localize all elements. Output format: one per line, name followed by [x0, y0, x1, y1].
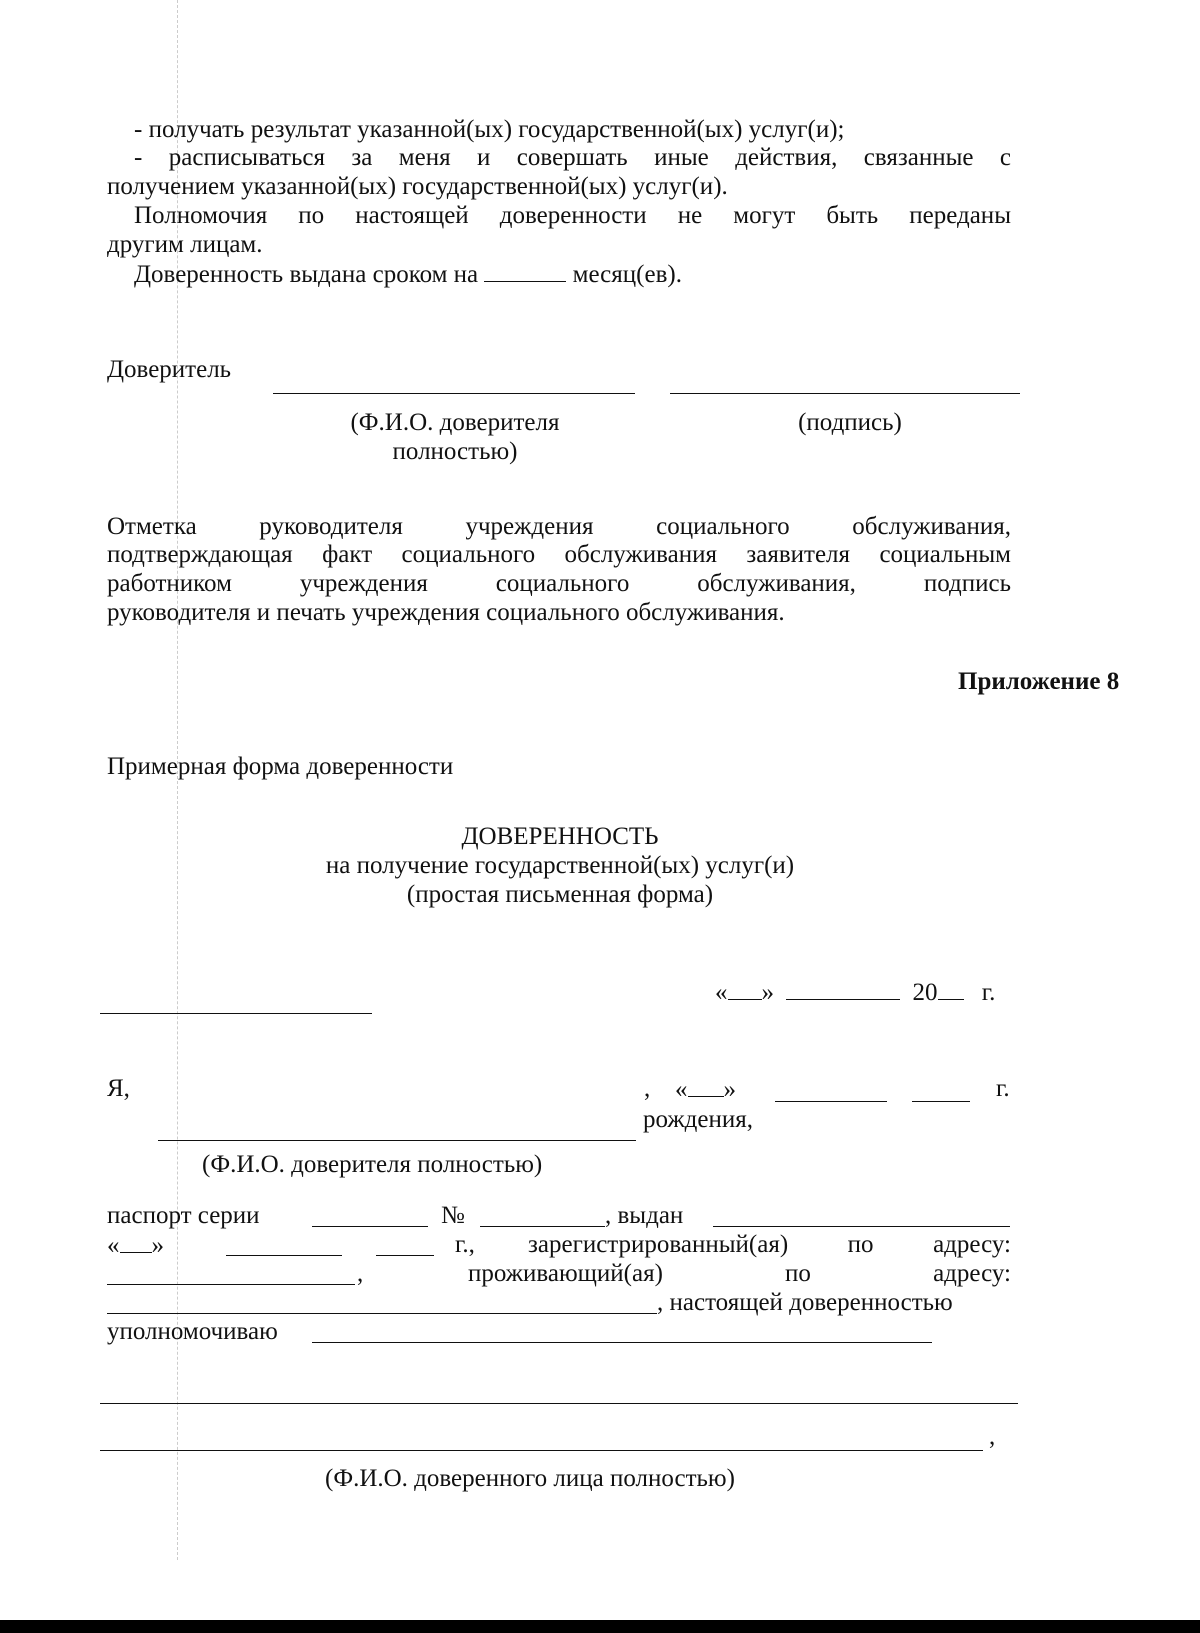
- term-line: [134, 259, 682, 289]
- birth-label: рождения,: [643, 1106, 753, 1133]
- principal-signature-caption: (подпись): [798, 409, 902, 436]
- scan-bottom-edge: [0, 1620, 1200, 1633]
- social-note-line4: руководителя и печать учреждения социального обслуживания.: [107, 599, 785, 626]
- agent-trailing-comma: ,: [989, 1423, 996, 1450]
- appendix-label: Приложение 8: [958, 668, 1120, 695]
- principal-name-caption: (Ф.И.О. доверителя полностью): [350, 409, 560, 465]
- issue-quote-open: «: [107, 1232, 120, 1259]
- issue-quote-close: »: [151, 1232, 164, 1259]
- birth-year-g: г.: [996, 1075, 1010, 1102]
- issue-year-field[interactable]: [376, 1255, 434, 1256]
- date-year-field[interactable]: [938, 977, 964, 1000]
- term-label: Доверенность выдана сроком на: [134, 261, 479, 288]
- registered-address-field[interactable]: [107, 1284, 355, 1285]
- passport-series-field[interactable]: [312, 1226, 428, 1227]
- agent-name-field-1[interactable]: [312, 1342, 932, 1343]
- date-day-field[interactable]: [728, 977, 762, 1000]
- registered-comma: ,: [357, 1260, 364, 1287]
- principal-ya: Я,: [107, 1075, 130, 1102]
- date-month-field[interactable]: [786, 977, 900, 1000]
- powers-line2: другим лицам.: [107, 231, 263, 258]
- term-months-field[interactable]: [484, 259, 566, 282]
- birth-quote-close: »: [723, 1076, 736, 1103]
- date-quote-close: »: [761, 979, 774, 1006]
- birth-quote-open: «: [675, 1076, 688, 1103]
- passport-series-label: паспорт серии: [107, 1202, 260, 1229]
- agent-name-caption: (Ф.И.О. доверенного лица полностью): [325, 1465, 735, 1492]
- principal-fullname-field[interactable]: [158, 1140, 636, 1141]
- social-note-line3: работником учреждения социального обслуживания, подпись: [107, 570, 1011, 597]
- place-field[interactable]: [100, 1013, 372, 1014]
- issue-day-field[interactable]: [120, 1230, 152, 1253]
- passport-issuer-field[interactable]: [713, 1226, 1010, 1227]
- principal-name-field[interactable]: [273, 393, 635, 394]
- issue-month-field[interactable]: [226, 1255, 342, 1256]
- empower-phrase: , настоящей доверенностью: [657, 1289, 953, 1316]
- principal-fullname-caption: (Ф.И.О. доверителя полностью): [202, 1151, 543, 1178]
- doc-form-note: (простая письменная форма): [406, 881, 714, 908]
- date-year-suffix: г.: [981, 979, 996, 1006]
- agent-name-field-2[interactable]: [100, 1403, 1018, 1404]
- date-year-prefix: 20: [912, 979, 938, 1006]
- issue-date: [107, 1230, 164, 1260]
- authorize-label: уполномочиваю: [107, 1318, 278, 1345]
- doc-title: ДОВЕРЕННОСТЬ: [461, 823, 659, 850]
- term-unit: месяц(ев).: [572, 261, 682, 288]
- social-note-line1: Отметка руководителя учреждения социального обслуживания,: [107, 513, 1011, 540]
- birth-day-field[interactable]: [688, 1074, 724, 1097]
- residing-label: проживающий(ая) по адресу:: [468, 1260, 1011, 1287]
- date-line: [715, 977, 995, 1007]
- principal-signature-field[interactable]: [670, 393, 1020, 394]
- residing-address-field[interactable]: [107, 1313, 657, 1314]
- list-item-sign-line2: получением указанной(ых) государственной(ых) услуг(и).: [107, 173, 728, 200]
- passport-issued-label: , выдан: [605, 1202, 684, 1229]
- form-title: Примерная форма доверенности: [107, 753, 454, 780]
- agent-name-field-3[interactable]: [100, 1450, 983, 1451]
- social-note-line2: подтверждающая факт социального обслуживания заявителя социальным: [107, 541, 1011, 568]
- principal-comma: ,: [644, 1075, 651, 1102]
- powers-line1: Полномочия по настоящей доверенности не могут быть переданы: [134, 202, 1011, 229]
- passport-number-label: №: [441, 1202, 465, 1229]
- issue-year-g: г.,: [455, 1231, 475, 1258]
- principal-birth-date: [675, 1074, 736, 1104]
- doc-subtitle: на получение государственной(ых) услуг(и): [325, 852, 795, 879]
- list-item-get-result: - получать результат указанной(ых) государственной(ых) услуг(и);: [134, 116, 845, 143]
- birth-year-field[interactable]: [912, 1101, 970, 1102]
- passport-number-field[interactable]: [480, 1226, 605, 1227]
- list-item-sign-line1: - расписываться за меня и совершать иные действия, связанные с: [134, 144, 1011, 171]
- principal-label: Доверитель: [107, 356, 232, 383]
- registered-label: зарегистрированный(ая) по адресу:: [528, 1231, 1011, 1258]
- birth-month-field[interactable]: [775, 1101, 887, 1102]
- date-quote-open: «: [715, 979, 728, 1006]
